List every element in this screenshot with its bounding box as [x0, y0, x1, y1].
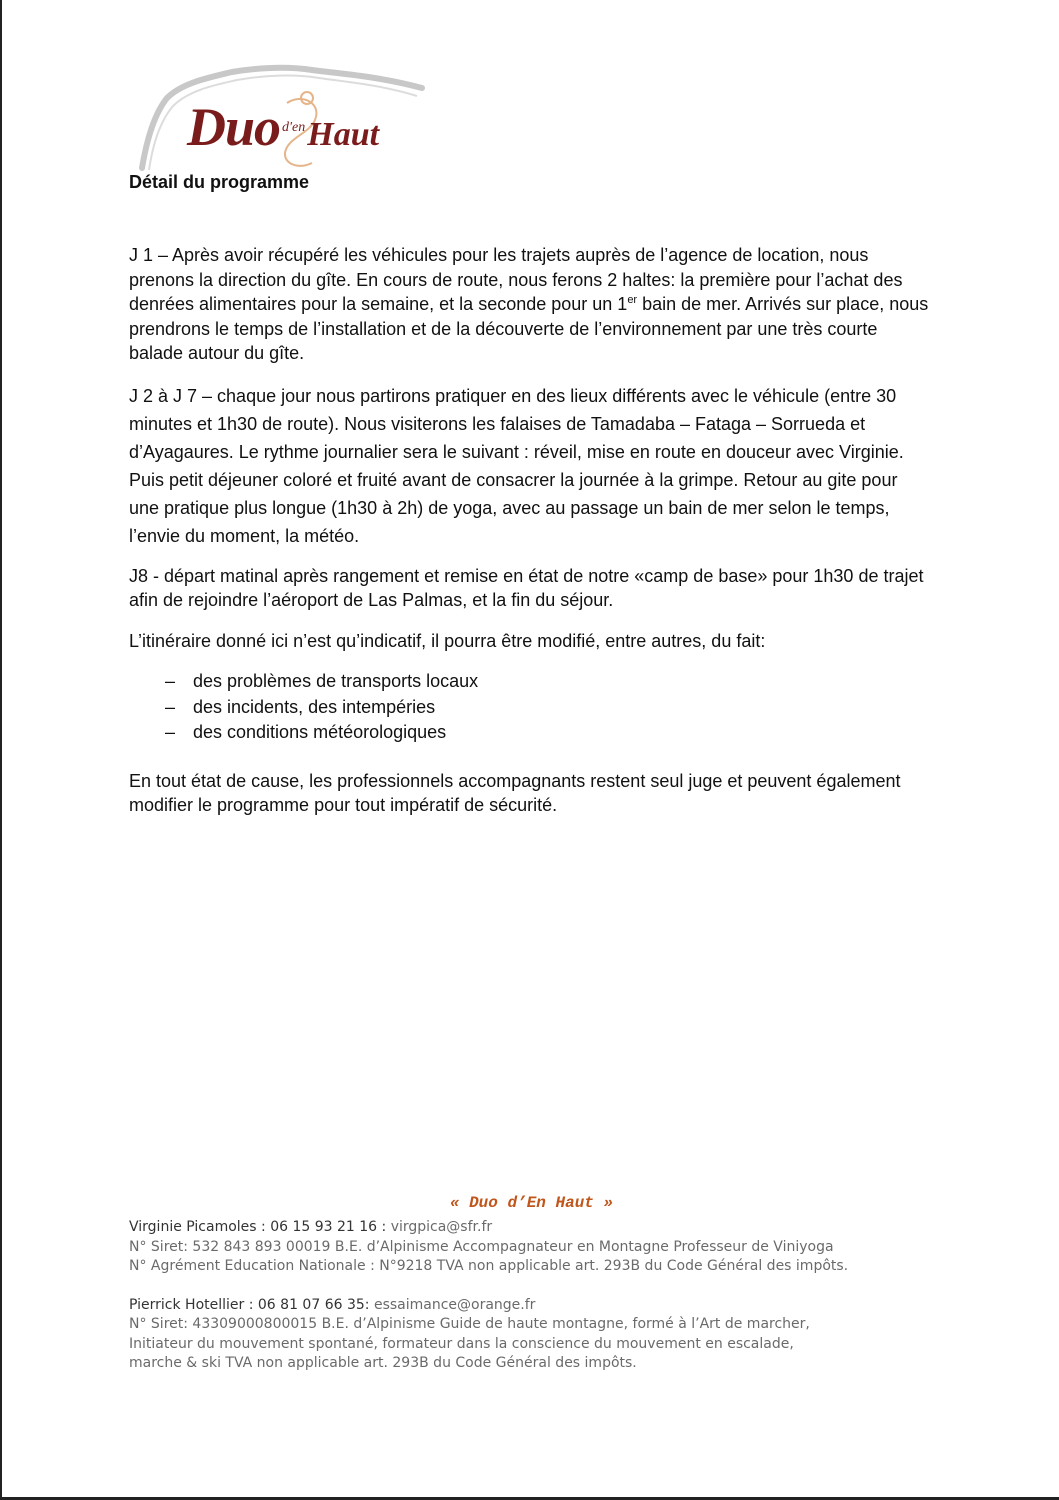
list-item-text: des problèmes de transports locaux: [193, 671, 479, 691]
contact-virginie: [129, 1218, 849, 1277]
contact-name-phone: Virginie Picamoles : 06 15 93 21 16 :: [129, 1219, 391, 1235]
list-item-text: des incidents, des intempéries: [193, 696, 436, 717]
footer-contacts: [129, 1218, 849, 1393]
paragraph-j1: [129, 243, 929, 366]
j1-superscript: er: [627, 294, 638, 306]
list-item: [165, 695, 929, 721]
j1-text-rest: bain de mer. Arrivés sur place, nous prendrons le temps de l’installation et de la découverte de l’environnement par une très courte balade autour du gîte.: [129, 294, 929, 363]
conditions-list: [129, 669, 929, 746]
list-item: [165, 720, 929, 746]
contact-pierrick: [129, 1296, 849, 1374]
contact-details: N° Siret: 43309000800015 B.E. d’Alpinisme Guide de haute montagne, formé à l’Art de marcher, Initiateur du mouvement spontané, formateur dans la conscience du mouvement en escalade, marche & ski TVA non applicable art. 293B du Code Général des impôts.: [129, 1316, 810, 1371]
contact-email-link[interactable]: essaimance@orange.fr: [373, 1296, 536, 1313]
logo-wordmark: [187, 96, 379, 158]
paragraph-j2-j7: J 2 à J 7 – chaque jour nous partirons pratiquer en des lieux différents avec le véhicule (entre 30 minutes et 1h30 de route). Nous visiterons les falaises de Tamadaba – Fataga – Sorrueda et d’Ayagaures. Le rythme journalier sera le suivant : réveil, mise en route en douceur avec Virginie. Puis petit déjeuner coloré et fruité avant de consacrer la journée à la grimpe. Retour au gite pour une pratique plus longue (1h30 à 2h) de yoga, avec au passage un bain de mer selon le temps, l’envie du moment, la météo.: [129, 385, 904, 546]
list-dash: –: [165, 722, 176, 742]
footer-title: « Duo d’En Haut »: [449, 1194, 614, 1212]
logo-word-duo: Duo: [187, 97, 281, 157]
logo-word-den: d'en: [282, 120, 306, 135]
contact-email-link[interactable]: virgpica@sfr.fr: [390, 1219, 493, 1235]
duo-den-haut-logo: [137, 58, 437, 178]
page-title: Détail du programme: [129, 172, 310, 192]
logo-word-haut: Haut: [307, 116, 380, 153]
paragraph-j8: J8 - départ matinal après rangement et remise en état de notre «camp de base» pour 1h30 de trajet afin de rejoindre l’aéroport de Las Palmas, et la fin du séjour.: [129, 565, 924, 610]
list-item-text: des conditions météorologiques: [193, 722, 447, 742]
paragraph-itinerary: L’itinéraire donné ici n’est qu’indicatif, il pourra être modifié, entre autres, du fait:: [129, 630, 766, 651]
j1-text: J 1 – Après avoir récupéré les véhicules pour les trajets auprès de l’agence de location, nous prenons la direction du gîte. En cours de route, nous ferons 2 haltes: la première pour l’achat des denrées alimentaires pour la semaine, et la seconde pour un 1: [129, 245, 903, 314]
contact-name-phone: Pierrick Hotellier : 06 81 07 66 35:: [129, 1296, 374, 1313]
program-body: [129, 243, 929, 834]
paragraph-closing: En tout état de cause, les professionnels accompagnants restent seul juge et peuvent également modifier le programme pour tout impératif de sécurité.: [129, 770, 901, 815]
contact-details: N° Siret: 532 843 893 00019 B.E. d’Alpinisme Accompagnateur en Montagne Professeur de Viniyoga N° Agrément Education Nationale : N°9218 TVA non applicable art. 293B du Code Général des impôts.: [129, 1238, 849, 1274]
list-item: [165, 669, 929, 695]
list-dash: –: [165, 671, 176, 691]
list-dash: –: [165, 696, 176, 717]
